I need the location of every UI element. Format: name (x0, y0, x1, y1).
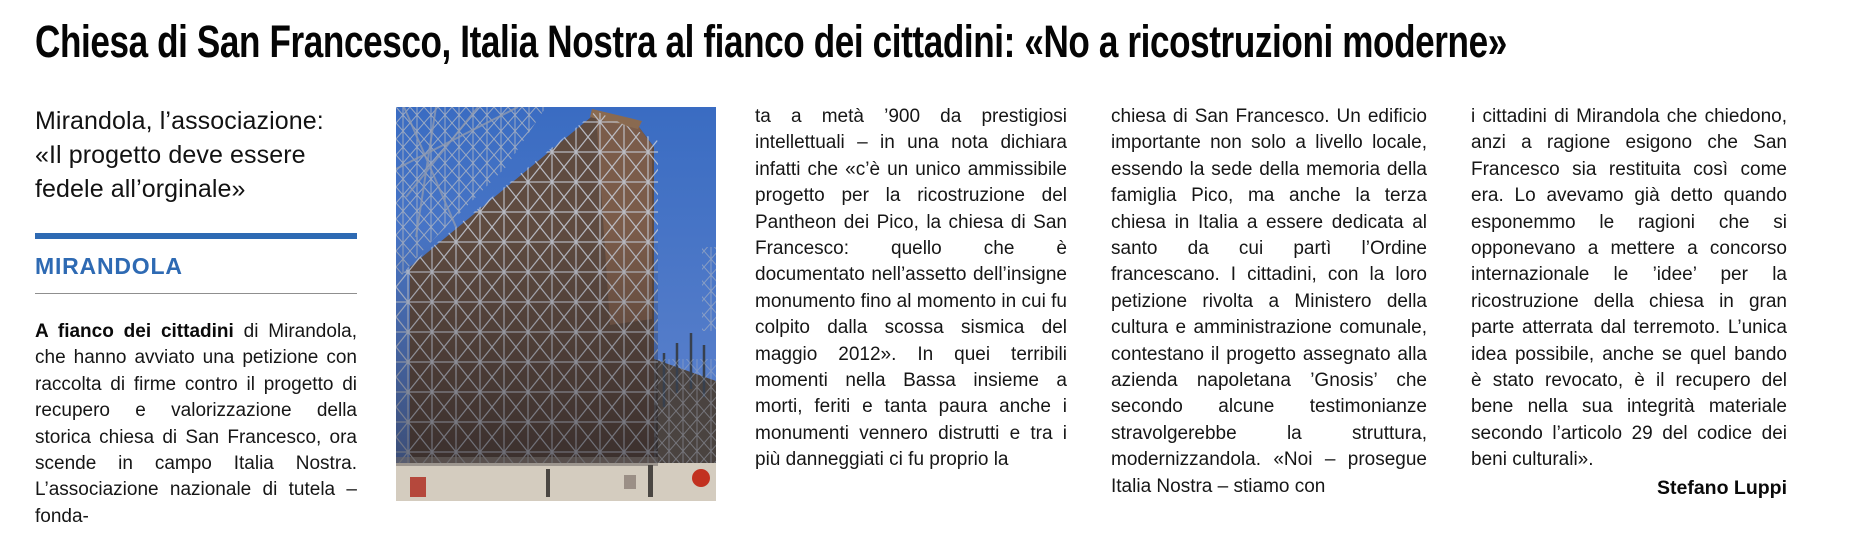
column-intro (35, 104, 357, 530)
column-4 (1471, 104, 1787, 502)
photo-small-sign (624, 475, 636, 489)
photo-barrier-wall (396, 463, 716, 501)
article-content (35, 104, 1787, 530)
headline: Chiesa di San Francesco, Italia Nostra al fianco dei cittadini: «No a ricostruzioni moderne» (35, 16, 1507, 67)
photo-small-sign (410, 477, 426, 497)
body-column-1-text: di Mirandola, che hanno avviato una petizione con raccolta di firme contro il progetto di recupero e valorizzazione della storica chiesa di San Francesco, ora scende in campo Italia Nostra. L’associazione nazionale di tutela – fonda- (35, 321, 358, 527)
column-2 (755, 104, 1067, 474)
body-column-2: ta a metà ’900 da prestigiosi intellettuali – in una nota dichiara infatti che «c’è un unico ammissibile progetto per la ricostruzione del Pantheon dei Pico, la chiesa di San Francesco: quello che è documentato nell’assetto dell’insigne monumento fino al momento in cui fu colpito dalla scossa sismica del maggio 2012». In quei terribili momenti nella Bassa insieme a morti, feriti e tanta paura anche i monumenti vennero distrutti e tra i più danneggiati ci fu proprio la (755, 106, 1067, 471)
accent-rule (35, 233, 357, 239)
column-3 (1111, 104, 1427, 500)
church-scaffolding-illustration (396, 107, 716, 501)
photo-red-marker (692, 469, 710, 487)
lead-in: A fianco dei cittadini (35, 321, 234, 342)
byline: Stefano Luppi (1657, 476, 1787, 499)
photo-post (648, 465, 653, 497)
divider-rule (35, 293, 357, 294)
article-photo (396, 107, 716, 501)
deck: Mirandola, l’associazione: «Il progetto deve essere fedele all’orginale» (35, 107, 324, 203)
body-column-1 (35, 319, 357, 530)
photo-barrier-shadow (396, 457, 658, 466)
photo-post (546, 469, 550, 497)
photo-edge-scaffold (702, 247, 716, 331)
kicker-mirandola: MIRANDOLA (35, 253, 183, 279)
body-column-4: i cittadini di Mirandola che chiedono, anzi a ragione esigono che San Francesco sia restituita così come era. Lo avevamo già detto quando esponemmo le ragioni che si opponevano a mettere a concorso internazionale le ’idee’ per la ricostruzione della chiesa in gran parte atterrata dal terremoto. L’unica idea possibile, anche se quel bando è stato revocato, è il recupero del bene nella sua integrità materiale secondo l’articolo 29 del codice dei beni culturali». (1471, 106, 1787, 471)
body-column-3: chiesa di San Francesco. Un edificio importante non solo a livello locale, essendo la sede della memoria della famiglia Pico, ma anche la terza chiesa in Italia a essere dedicata al santo da cui partì l’Ordine francescano. I cittadini, con la loro petizione rivolta a Ministero della cultura e amministrazione comunale, contestano il progetto assegnato alla azienda napoletana ’Gnosis’ che secondo alcune testimonianze stravolgerebbe la struttura, modernizzandola. «Noi – prosegue Italia Nostra – stiamo con (1111, 106, 1427, 497)
